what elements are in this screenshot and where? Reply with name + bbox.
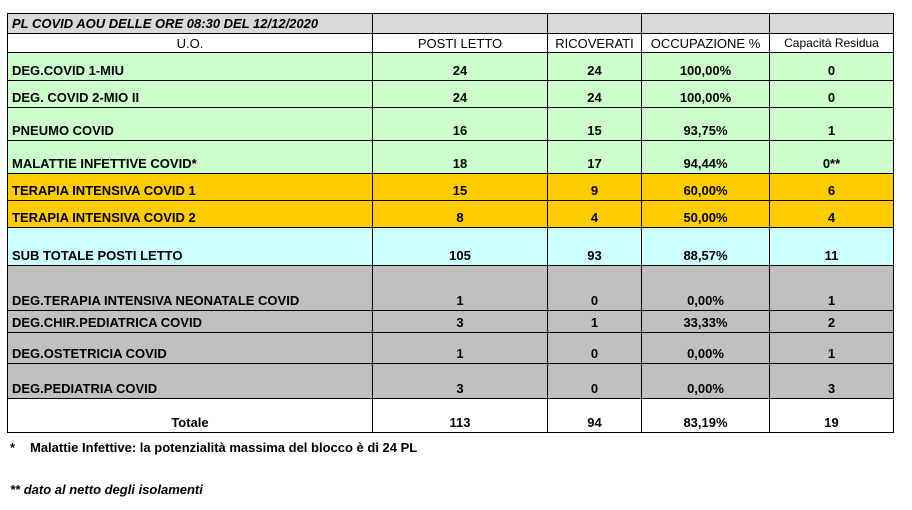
posti-cell: 3: [373, 364, 548, 399]
table-row: [8, 333, 894, 364]
uo-cell: DEG.CHIR.PEDIATRICA COVID: [8, 311, 373, 333]
occupazione-cell: 50,00%: [642, 201, 770, 228]
table-row: [8, 81, 894, 108]
posti-cell: 105: [373, 228, 548, 266]
posti-cell: 8: [373, 201, 548, 228]
occupazione-cell: 60,00%: [642, 174, 770, 201]
total-row: [8, 399, 894, 433]
posti-cell: 1: [373, 333, 548, 364]
posti-cell: 3: [373, 311, 548, 333]
uo-cell: SUB TOTALE POSTI LETTO: [8, 228, 373, 266]
ricoverati-cell: 93: [548, 228, 642, 266]
total-occupazione: 83,19%: [642, 399, 770, 433]
table-title: PL COVID AOU DELLE ORE 08:30 DEL 12/12/2020: [8, 14, 373, 34]
table-row: [8, 228, 894, 266]
uo-cell: DEG.TERAPIA INTENSIVA NEONATALE COVID: [8, 266, 373, 311]
posti-cell: 18: [373, 141, 548, 174]
title-cell-empty: [373, 14, 548, 34]
uo-cell: TERAPIA INTENSIVA COVID 2: [8, 201, 373, 228]
ricoverati-cell: 17: [548, 141, 642, 174]
uo-cell: PNEUMO COVID: [8, 108, 373, 141]
uo-cell: MALATTIE INFETTIVE COVID*: [8, 141, 373, 174]
occupazione-cell: 100,00%: [642, 53, 770, 81]
posti-cell: 24: [373, 81, 548, 108]
footnote-isolamenti: ** dato al netto degli isolamenti: [10, 482, 203, 497]
header-uo: U.O.: [8, 34, 373, 53]
title-cell-empty: [770, 14, 894, 34]
ricoverati-cell: 0: [548, 333, 642, 364]
title-row: [8, 14, 894, 34]
capacita-cell: 0: [770, 81, 894, 108]
posti-cell: 1: [373, 266, 548, 311]
capacita-cell: 11: [770, 228, 894, 266]
footnote-malattie-infettive: [10, 440, 417, 455]
ricoverati-cell: 4: [548, 201, 642, 228]
header-occupazione: OCCUPAZIONE %: [642, 34, 770, 53]
ricoverati-cell: 24: [548, 53, 642, 81]
table-row: [8, 364, 894, 399]
capacita-cell: 3: [770, 364, 894, 399]
covid-beds-table: [7, 13, 894, 433]
table-row: [8, 174, 894, 201]
ricoverati-cell: 15: [548, 108, 642, 141]
occupazione-cell: 100,00%: [642, 81, 770, 108]
occupazione-cell: 94,44%: [642, 141, 770, 174]
table-row: [8, 311, 894, 333]
uo-cell: DEG.OSTETRICIA COVID: [8, 333, 373, 364]
header-capacita-residua: Capacità Residua: [770, 34, 894, 53]
posti-cell: 24: [373, 53, 548, 81]
uo-cell: TERAPIA INTENSIVA COVID 1: [8, 174, 373, 201]
capacita-cell: 6: [770, 174, 894, 201]
footnote-marker: *: [10, 440, 16, 455]
capacita-cell: 1: [770, 266, 894, 311]
capacita-cell: 4: [770, 201, 894, 228]
occupazione-cell: 88,57%: [642, 228, 770, 266]
table-row: [8, 141, 894, 174]
header-posti-letto: POSTI LETTO: [373, 34, 548, 53]
occupazione-cell: 0,00%: [642, 266, 770, 311]
uo-cell: DEG.PEDIATRIA COVID: [8, 364, 373, 399]
ricoverati-cell: 9: [548, 174, 642, 201]
capacita-cell: 2: [770, 311, 894, 333]
occupazione-cell: 0,00%: [642, 333, 770, 364]
table-row: [8, 266, 894, 311]
occupazione-cell: 0,00%: [642, 364, 770, 399]
total-posti: 113: [373, 399, 548, 433]
header-ricoverati: RICOVERATI: [548, 34, 642, 53]
occupazione-cell: 33,33%: [642, 311, 770, 333]
capacita-cell: 0**: [770, 141, 894, 174]
capacita-cell: 0: [770, 53, 894, 81]
title-cell-empty: [548, 14, 642, 34]
uo-cell: DEG. COVID 2-MIO II: [8, 81, 373, 108]
posti-cell: 16: [373, 108, 548, 141]
ricoverati-cell: 24: [548, 81, 642, 108]
ricoverati-cell: 1: [548, 311, 642, 333]
table-row: [8, 108, 894, 141]
ricoverati-cell: 0: [548, 364, 642, 399]
uo-cell: DEG.COVID 1-MIU: [8, 53, 373, 81]
total-ricoverati: 94: [548, 399, 642, 433]
total-capacita: 19: [770, 399, 894, 433]
ricoverati-cell: 0: [548, 266, 642, 311]
occupazione-cell: 93,75%: [642, 108, 770, 141]
table-row: [8, 53, 894, 81]
header-row: [8, 34, 894, 53]
footnote-text: Malattie Infettive: la potenzialità massima del blocco è di 24 PL: [30, 440, 418, 455]
title-cell-empty: [642, 14, 770, 34]
capacita-cell: 1: [770, 108, 894, 141]
total-label: Totale: [8, 399, 373, 433]
table-row: [8, 201, 894, 228]
capacita-cell: 1: [770, 333, 894, 364]
posti-cell: 15: [373, 174, 548, 201]
